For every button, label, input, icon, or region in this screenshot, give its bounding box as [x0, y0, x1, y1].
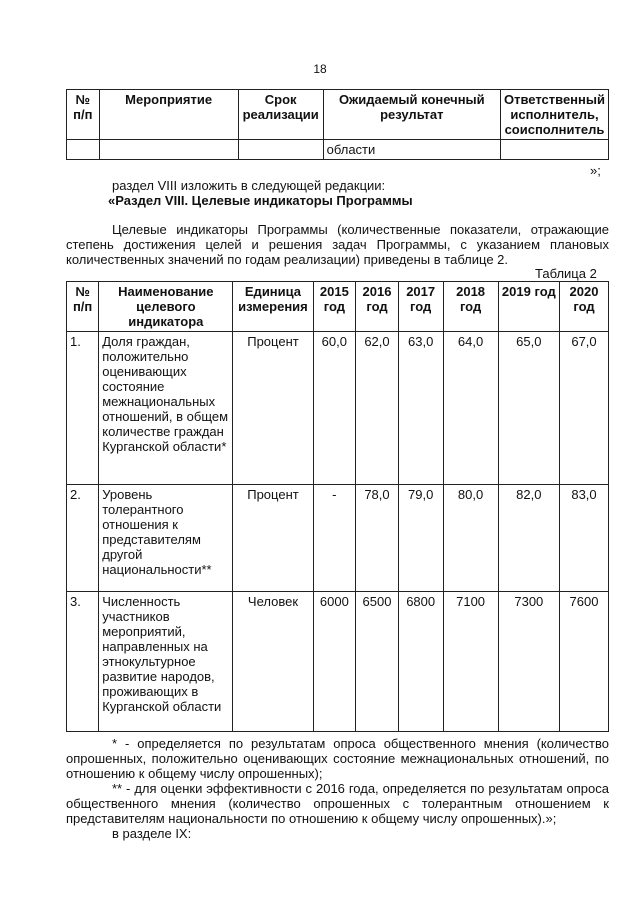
value-2017: 79,0	[398, 485, 443, 592]
header-num: № п/п	[67, 90, 100, 140]
header-result: Ожидаемый конечный результат	[323, 90, 500, 140]
value-2015: 60,0	[313, 332, 356, 485]
header-2019: 2019 год	[498, 282, 559, 332]
footnote-2: ** - для оценки эффективности с 2016 года, определяется по результатам опроса общественного мнения (количество опрошенных с толерантным отношением к представителям национальности по отношению к общему числу опрошенных).»;	[66, 781, 609, 826]
header-2020: 2020 год	[560, 282, 609, 332]
table-row	[67, 592, 609, 732]
unit: Процент	[233, 485, 313, 592]
indicator-name: Уровень толерантного отношения к представителям другой национальности**	[99, 485, 233, 592]
value-2016: 78,0	[356, 485, 399, 592]
section9-instruction: в разделе IX:	[112, 826, 192, 841]
header-responsible: Ответственный исполнитель, соисполнитель	[500, 90, 608, 140]
table-cell: области	[323, 140, 500, 160]
intro-paragraph: Целевые индикаторы Программы (количественные показатели, отражающие степень достижения целей и решения задач Программы, с указанием плановых количественных значений по годам реализации) приведены в таблице 2.	[66, 222, 609, 267]
value-2020: 67,0	[560, 332, 609, 485]
table-cell	[500, 140, 608, 160]
table-cell	[99, 140, 238, 160]
row-number: 1.	[67, 332, 99, 485]
header-2015: 2015 год	[313, 282, 356, 332]
value-2018: 80,0	[443, 485, 498, 592]
header-num: № п/п	[67, 282, 99, 332]
header-2018: 2018 год	[443, 282, 498, 332]
table-row	[67, 485, 609, 592]
table-header-row	[67, 90, 609, 140]
unit: Человек	[233, 592, 313, 732]
table2-label: Таблица 2	[535, 266, 597, 281]
value-2017: 6800	[398, 592, 443, 732]
footnote-1: * - определяется по результатам опроса общественного мнения (количество опрошенных, положительно оценивающих состояние межнациональных отношений, по отношению к общему числу опрошенных);	[66, 736, 609, 781]
value-2017: 63,0	[398, 332, 443, 485]
row-number: 2.	[67, 485, 99, 592]
header-unit: Единица измерения	[233, 282, 313, 332]
row-number: 3.	[67, 592, 99, 732]
header-2017: 2017 год	[398, 282, 443, 332]
header-indicator: Наименование целевого индикатора	[99, 282, 233, 332]
table-row	[67, 332, 609, 485]
value-2016: 6500	[356, 592, 399, 732]
table-header-row	[67, 282, 609, 332]
value-2020: 7600	[560, 592, 609, 732]
value-2016: 62,0	[356, 332, 399, 485]
header-event: Мероприятие	[99, 90, 238, 140]
closing-quote: »;	[590, 163, 601, 178]
header-2016: 2016 год	[356, 282, 399, 332]
section8-instruction: раздел VIII изложить в следующей редакции:	[112, 178, 386, 193]
table-continuation	[66, 89, 609, 160]
table-cell	[67, 140, 100, 160]
indicators-table	[66, 281, 609, 732]
value-2020: 83,0	[560, 485, 609, 592]
value-2019: 65,0	[498, 332, 559, 485]
unit: Процент	[233, 332, 313, 485]
page-number: 18	[313, 62, 327, 76]
value-2015: 6000	[313, 592, 356, 732]
indicator-name: Доля граждан, положительно оценивающих состояние межнациональных отношений, в общем количестве граждан Курганской области*	[99, 332, 233, 485]
section8-title: «Раздел VIII. Целевые индикаторы Программы	[108, 193, 413, 208]
value-2018: 64,0	[443, 332, 498, 485]
value-2019: 7300	[498, 592, 559, 732]
value-2019: 82,0	[498, 485, 559, 592]
value-2015: -	[313, 485, 356, 592]
table-cell	[238, 140, 323, 160]
value-2018: 7100	[443, 592, 498, 732]
indicator-name: Численность участников мероприятий, направленных на этнокультурное развитие народов, проживающих в Курганской области	[99, 592, 233, 732]
header-term: Срок реализации	[238, 90, 323, 140]
table-row	[67, 140, 609, 160]
